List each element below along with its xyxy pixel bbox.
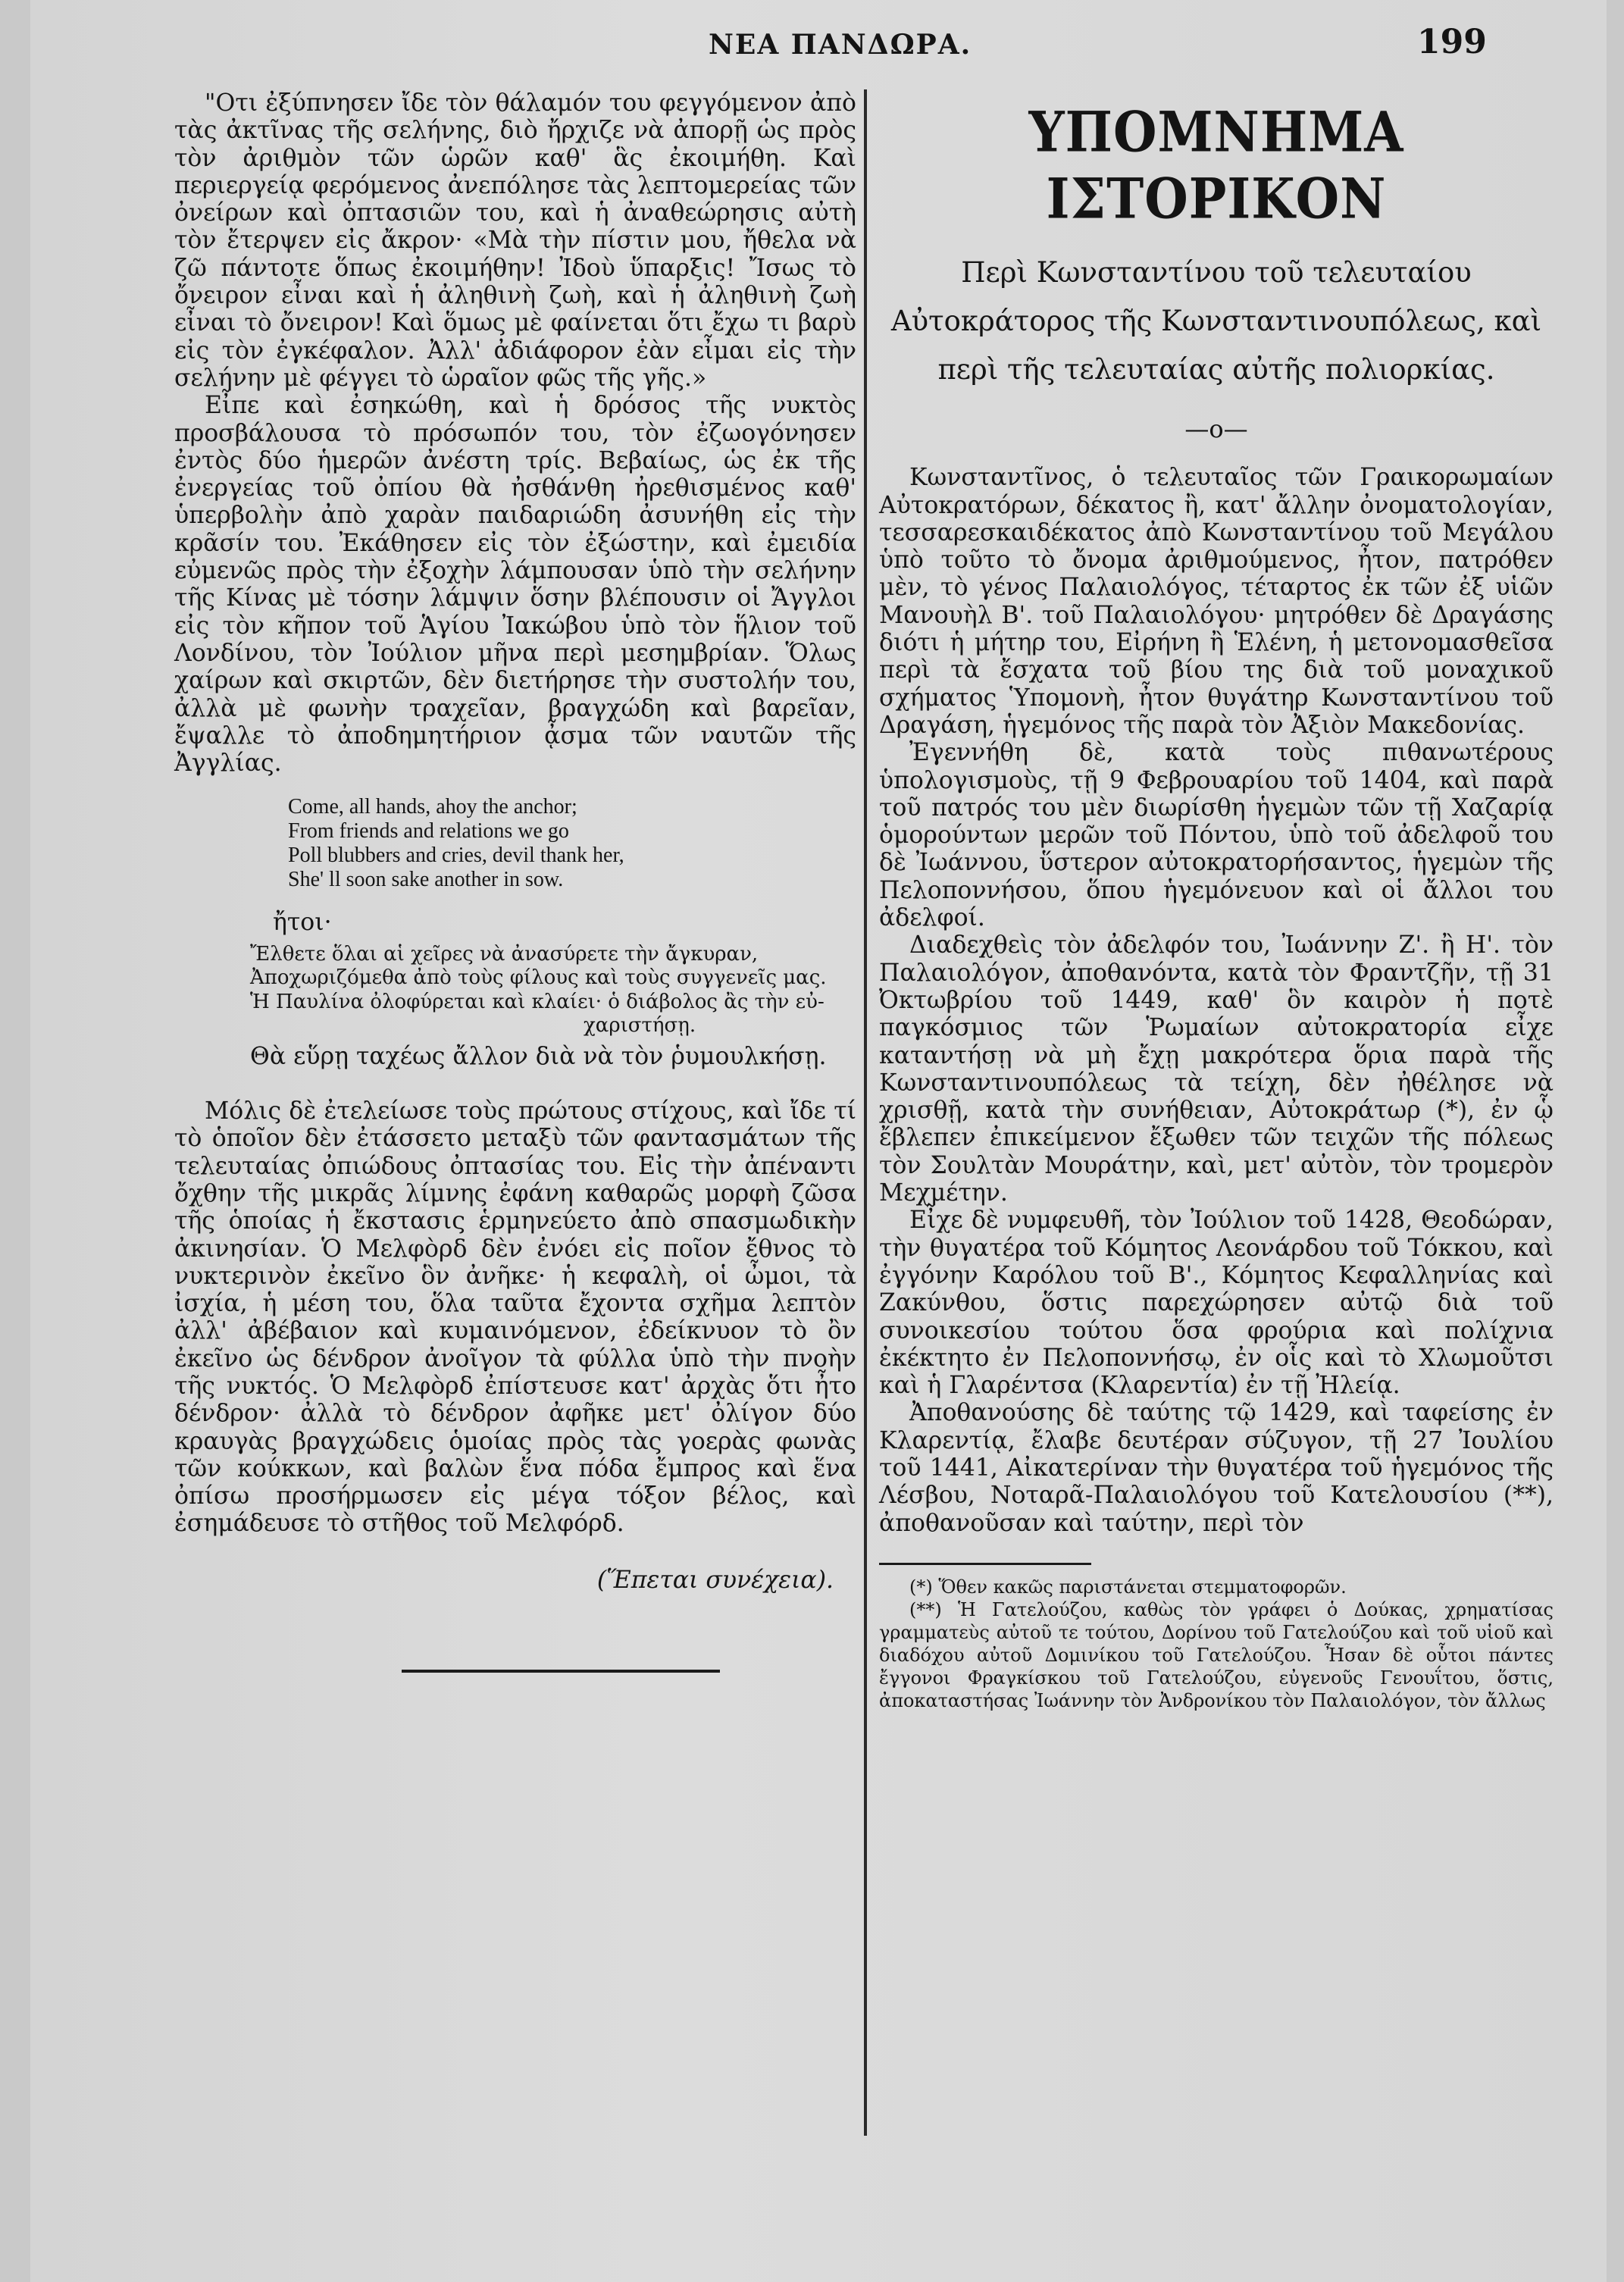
end-rule (402, 1670, 720, 1673)
paragraph: Διαδεχθεὶς τὸν ἀδελφόν του, Ἰωάννην Ζ'. ἢ Η'. τὸν Παλαιολόγον, ἀποθανόντα, κατὰ τὸν Φραντζῆν, τῇ 31 Ὀκτωβρίου τοῦ 1449, καθ' ὃν καιρὸν ἡ ποτὲ παγκόσμιος τῶν Ῥωμαίων αὐτοκρατορία εἶχε καταντήσῃ νὰ μὴ ἔχῃ μακρότερα ὅρια παρὰ τῆς Κωνσταντινουπόλεως τὰ τείχη, δὲν ἠθέλησε νὰ χρισθῇ, κατὰ τὴν συνήθειαν, Αὐτοκράτωρ (*), ἐν ᾧ ἔβλεπεν ἐπικείμενον ἔξωθεν τῶν τειχῶν τῆς πόλεως τὸν Σουλτὰν Μουράτην, καὶ, μετ' αὐτὸν, τὸν τρομερὸν Μεχμέτην. (879, 931, 1554, 1207)
footnotes (879, 1576, 1554, 1712)
page-number: 199 (1417, 23, 1487, 61)
translation-intro: ἤτοι· (273, 909, 332, 937)
to-be-continued: (Ἕπεται συνέχεια). (596, 1566, 834, 1594)
left-column (174, 89, 856, 1673)
running-title: ΝΕΑ ΠΑΝΔΩΡΑ. (709, 29, 972, 61)
footnote: (*) Ὅθεν κακῶς παριστάνεται στεμματοφορῶν. (909, 1576, 1347, 1598)
section-subtitle: Περὶ Κωνσταντίνου τοῦ τελευταίου Αὐτοκράτορος τῆς Κωνσταντινουπόλεως, καὶ περὶ τῆς τελευταίας αὐτῆς πολιορκίας. (890, 256, 1542, 386)
running-head (30, 23, 1607, 68)
newspaper-page (30, 0, 1607, 2282)
paragraph: Ἀποθανούσης δὲ ταύτης τῷ 1429, καὶ ταφείσης ἐν Κλαρεντίᾳ, ἔλαβε δευτέραν σύζυγον, τῇ 27 Ἰουλίου τοῦ 1441, Αἰκατερίναν τὴν θυγατέρα τοῦ ἡγεμόνος τῆς Λέσβου, Νοταρᾶ-Παλαιολόγου τοῦ Κατελουσίου (**), ἀποθανοῦσαν καὶ ταύτην, περὶ τὸν (879, 1399, 1554, 1537)
verse-line: She' ll soon sake another in sow. (288, 868, 564, 892)
greek-verse (250, 943, 856, 1038)
paragraph: Κωνσταντῖνος, ὁ τελευταῖος τῶν Γραικορωμαίων Αὐτοκρατόρων, δέκατος ἢ, κατ' ἄλλην ὀνοματολογίαν, τεσσαρεσκαιδέκατος ἀπὸ Κωνσταντίνου τοῦ Μεγάλου ὑπὸ τοῦτο τὸ ὄνομα ἀριθμούμενος, ἦτον, πατρόθεν μὲν, τὸ γένος Παλαιολόγος, τέταρτος ἐκ τῶν ἐξ υἱῶν Μανουὴλ Β'. τοῦ Παλαιολόγου· μητρόθεν δὲ Δραγάσης διότι ἡ μήτηρ του, Εἰρήνη ἢ Ἑλένη, ἡ μετονομασθεῖσα περὶ τὰ ἔσχατα τοῦ βίου της διὰ τοῦ μοναχικοῦ σχήματος Ὑπομονὴ, ἦτον θυγάτηρ Κωνσταντίνου τοῦ Δραγάση, ἡγεμόνος τῆς παρὰ τὸν Ἀξιὸν Μακεδονίας. (879, 464, 1554, 739)
english-verse (288, 795, 856, 892)
paragraph: Μόλις δὲ ἐτελείωσε τοὺς πρώτους στίχους, καὶ ἴδε τί τὸ ὁποῖον δὲν ἐτάσσετο μεταξὺ τῶν φαντασμάτων τῆς τελευταίας ὀπιώδους ὀπτασίας του. Εἰς τὴν ἀπέναντι ὄχθην τῆς μικρᾶς λίμνης ἐφάνη καθαρῶς μορφὴ ζῶσα τῆς ὁποίας ἡ ἔκστασις ἑρμηνεύετο ἀπὸ σπασμωδικὴν ἀκινησίαν. Ὁ Μελφὸρδ δὲν ἐνόει εἰς ποῖον ἔθνος τὸ νυκτερινὸν ἐκεῖνο ὃν ἀνῆκε· ἡ κεφαλὴ, οἱ ὦμοι, τὰ ἰσχία, ἡ μέση του, ὅλα ταῦτα ἔχοντα σχῆμα λεπτὸν ἀλλ' ἀβέβαιον καὶ κυμαινόμενον, ἐδείκνυον τὸ ὂν ἐκεῖνο ὡς δένδρον ἀνοῖγον τὰ φύλλα ὑπὸ τὴν πνοὴν τῆς νυκτός. Ὁ Μελφὸρδ ἐπίστευσε κατ' ἀρχὰς ὅτι ἦτο δένδρον· ἀλλὰ τὸ δένδρον ἀφῆκε μετ' ὀλίγον δύο κραυγὰς βραγχώδεις ὁμοίας πρὸς τὰς γοερὰς φωνὰς τῶν κούκκων, καὶ βαλὼν ἕνα πόδα ἔμπρος καὶ ἕνα ὀπίσω προσήρμωσεν εἰς μέγα τόξον βέλος, καὶ ἐσημάδευσε τὸ στῆθος τοῦ Μελφόρδ. (174, 1097, 856, 1538)
footnote: (**) Ἡ Γατελούζου, καθὼς τὸν γράφει ὁ Δούκας, χρηματίσας γραμματεὺς αὐτοῦ τε τούτου, Δορίνου τοῦ Γατελούζου καὶ τοῦ υἱοῦ καὶ διαδόχου αὐτοῦ Δομινίκου τοῦ Γατελούζου. Ἦσαν δὲ οὗτοι πάντες ἔγγονοι Φραγκίσκου τοῦ Γατελούζου, εὐγενοῦς Γενουΐτου, ὅστις, ἀποκαταστήσας Ἰωάννην τὸν Ἀνδρονίκου τὸν Παλαιολόγον, τὸν ἄλλως (879, 1598, 1554, 1711)
verse-line: From friends and relations we go (288, 819, 569, 844)
right-column (879, 89, 1554, 1712)
verse-line: Come, all hands, ahoy the anchor; (288, 795, 577, 819)
verse-line: Ἔλθετε ὅλαι αἱ χεῖρες νὰ ἀνασύρετε τὴν ἄγκυραν, (250, 942, 759, 966)
section-title: ΥΠΟΜΝΗΜΑ ΙΣΤΟΡΙΚΟΝ (1028, 99, 1404, 231)
verse-line: χαριστήσῃ. (584, 1014, 696, 1038)
paragraph: Ἐγεννήθη δὲ, κατὰ τοὺς πιθανωτέρους ὑπολογισμοὺς, τῇ 9 Φεβρουαρίου τοῦ 1404, καὶ παρὰ τοῦ πατρός του μὲν διωρίσθη ἡγεμὼν τῶν τῇ Χαζαρίᾳ ὁμορούντων μερῶν τοῦ Πόντου, ὑπὸ τοῦ ἀδελφοῦ του δὲ Ἰωάννου, ὕστερον αὐτοκρατορήσαντος, ἡγεμὼν τῆς Πελοποννήσου, ὅπου ἡγεμόνευον καὶ οἱ ἄλλοι του ἀδελφοί. (879, 739, 1554, 932)
footnote-rule (879, 1563, 1091, 1565)
verse-line: Ἡ Παυλίνα ὀλοφύρεται καὶ κλαίει· ὁ διάβολος ἂς τὴν εὐ- (250, 990, 825, 1013)
verse-line: Ἀποχωριζόμεθα ἀπὸ τοὺς φίλους καὶ τοὺς συγγενεῖς μας. (250, 966, 827, 990)
paragraph: Εἶχε δὲ νυμφευθῆ, τὸν Ἰούλιον τοῦ 1428, Θεοδώραν, τὴν θυγατέρα τοῦ Κόμητος Λεονάρδου τοῦ Τόκκου, καὶ ἐγγόνην Καρόλου τοῦ Β'., Κόμητος Κεφαλληνίας καὶ Ζακύνθου, ὅστις παρεχώρησεν αὐτῷ διὰ τοῦ συνοικεσίου τούτου ὅσα φρούρια καὶ πολίχνια ἐκέκτητο ἐν Πελοποννήσῳ, ἐν οἷς καὶ τὸ Χλωμοῦτσι καὶ ἡ Γλαρέντσα (Κλαρεντία) ἐν τῇ Ἠλείᾳ. (879, 1207, 1554, 1400)
paragraph: "Οτι ἐξύπνησεν ἴδε τὸν θάλαμόν του φεγγόμενον ἀπὸ τὰς ἀκτῖνας τῆς σελήνης, διὸ ἤρχιζε νὰ ἀπορῇ ὡς πρὸς τὸν ἀριθμὸν τῶν ὡρῶν καθ' ἃς ἐκοιμήθη. Καὶ περιεργείᾳ φερόμενος ἀνεπόλησε τὰς λεπτομερείας τῶν ὀνείρων καὶ ὀπτασιῶν του, καὶ ἡ ἀναθεώρησις αὐτὴ τὸν ἔτερψεν εἰς ἄκρον· «Μὰ τὴν πίστιν μου, ἤθελα νὰ ζῶ πάντοτε ὅπως ἐκοιμήθην! Ἰδοὺ ὕπαρξις! Ἴσως τὸ ὄνειρον εἶναι καὶ ἡ ἀληθινὴ ζωὴ, καὶ ἡ ἀληθινὴ ζωὴ εἶναι τὸ ὄνειρον! Καὶ ὅμως μὲ φαίνεται ὅτι ἔχω τι βαρὺ εἰς τὸν ἐγκέφαλον. Ἀλλ' ἀδιάφορον ἐὰν εἶμαι εἰς τὴν σελήνην μὲ φέγγει τὸ ὡραῖον φῶς τῆς γῆς.» (174, 89, 856, 392)
paragraph: Εἶπε καὶ ἐσηκώθη, καὶ ἡ δρόσος τῆς νυκτὸς προσβάλουσα τὸ πρόσωπόν του, τὸν ἐζωογόνησεν ἐντὸς δύο ἡμερῶν ἀνέστη τρίς. Βεβαίως, ὡς ἐκ τῆς ἐνεργείας τοῦ ὀπίου θὰ ἠσθάνθη ἠρεθισμένος καθ' ὑπερβολὴν ἀπὸ χαρὰν παιδαριώδη ἀσυνήθη εἰς τὴν κρᾶσίν του. Ἐκάθησεν εἰς τὸν ἐξώστην, καὶ ἐμειδία εὐμενῶς πρὸς τὴν ἐξοχὴν λάμπουσαν ὑπὸ τὴν σελήνην τῆς Κίνας μὲ τόσην λάμψιν ὅσην βλέπουσιν οἱ Ἄγγλοι εἰς τὸν κῆπον τοῦ Ἁγίου Ἰακώβου ὑπὸ τὸν ἥλιον τοῦ Λονδίνου, τὸν Ἰούλιον μῆνα περὶ μεσημβρίαν. Ὅλως χαίρων καὶ σκιρτῶν, δὲν διετήρησε τὴν συστολήν του, ἀλλὰ μὲ φωνὴν τραχεῖαν, βραγχώδη καὶ βαρεῖαν, ἔψαλλε τὸ ἀποδημητήριον ᾆσμα τῶν ναυτῶν τῆς Ἀγγλίας. (174, 392, 856, 778)
verse-tail: Θὰ εὕρῃ ταχέως ἄλλον διὰ νὰ τὸν ῥυμουλκήσῃ. (250, 1042, 827, 1070)
ornament-divider: —o— (1184, 415, 1248, 443)
column-divider (864, 89, 867, 2136)
verse-line: Poll blubbers and cries, devil thank her, (288, 844, 624, 868)
